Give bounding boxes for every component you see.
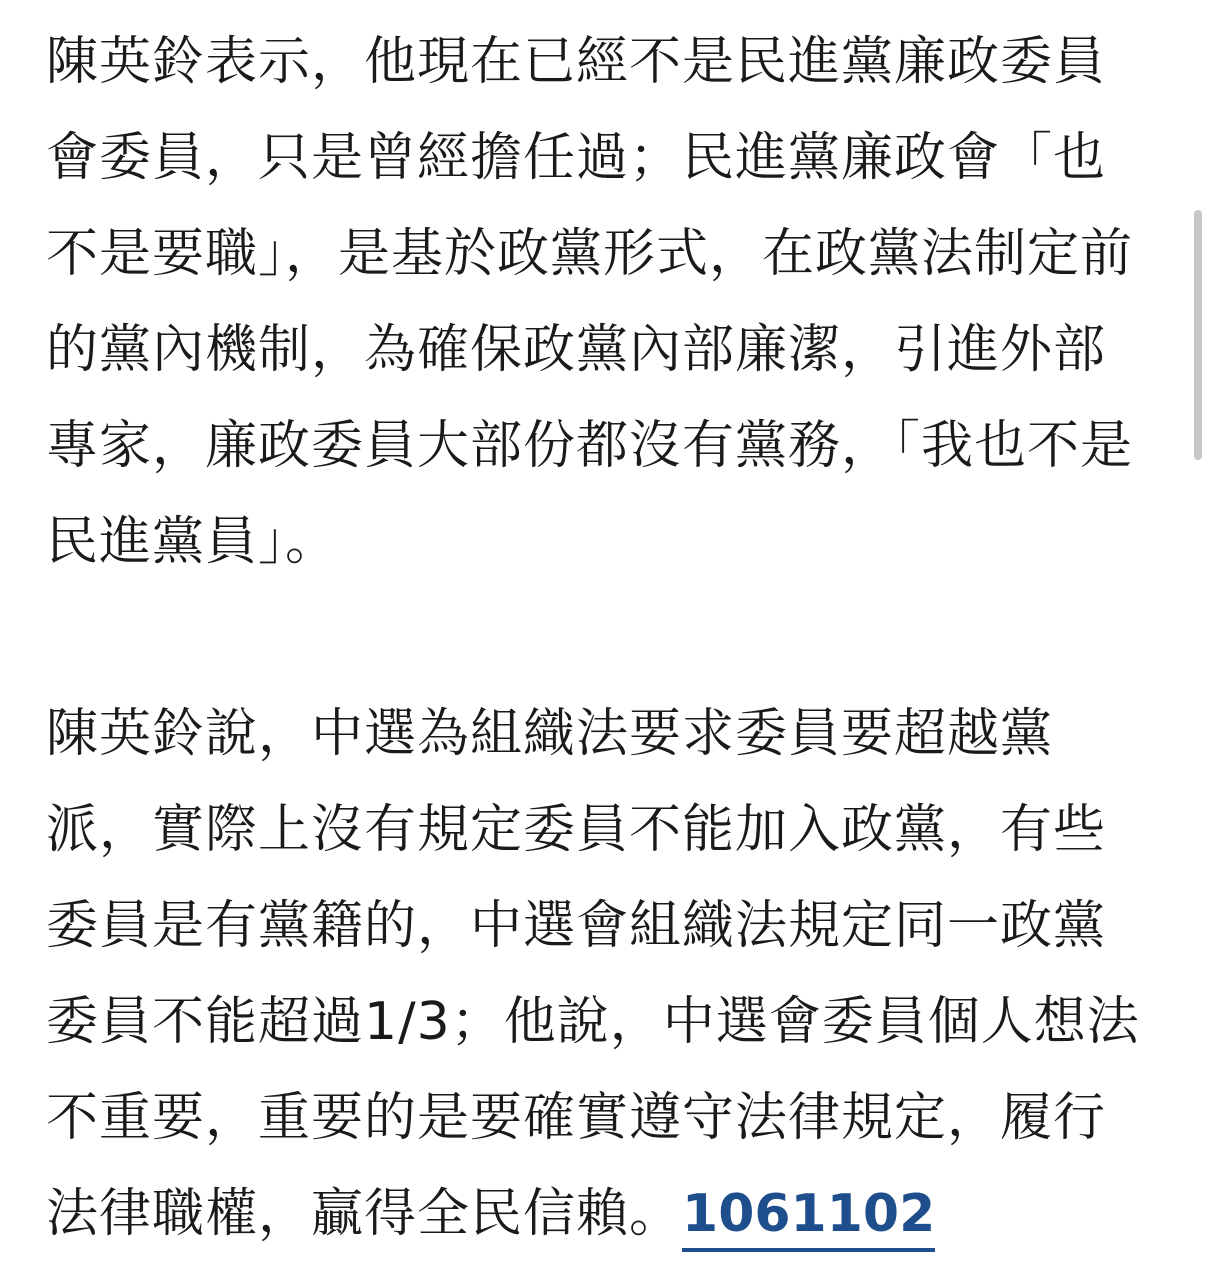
story-id-link[interactable]: 1061102 (682, 1184, 935, 1252)
paragraph-text: 陳英鈴表示，他現在已經不是民進黨廉政委員會委員，只是曾經擔任過；民進黨廉政會「也不是要職」，是基於政黨形式，在政黨法制定前的黨內機制，為確保政黨內部廉潔，引進外部專家，廉政委員大部份都沒有黨務，「我也不是民進黨員」。 (46, 32, 1134, 572)
article-paragraph (46, 14, 1156, 590)
article-body (46, 14, 1156, 1261)
article-paragraph (46, 686, 1156, 1261)
paragraph-text: 陳英鈴說，中選為組織法要求委員要超越黨派，實際上沒有規定委員不能加入政黨，有些委員是有黨籍的，中選會組織法規定同一政黨委員不能超過1/3；他說，中選會委員個人想法不重要，重要的是要確實遵守法律規定，履行法律職權，贏得全民信賴。 (46, 704, 1140, 1244)
scrollbar-thumb[interactable] (1194, 210, 1202, 460)
